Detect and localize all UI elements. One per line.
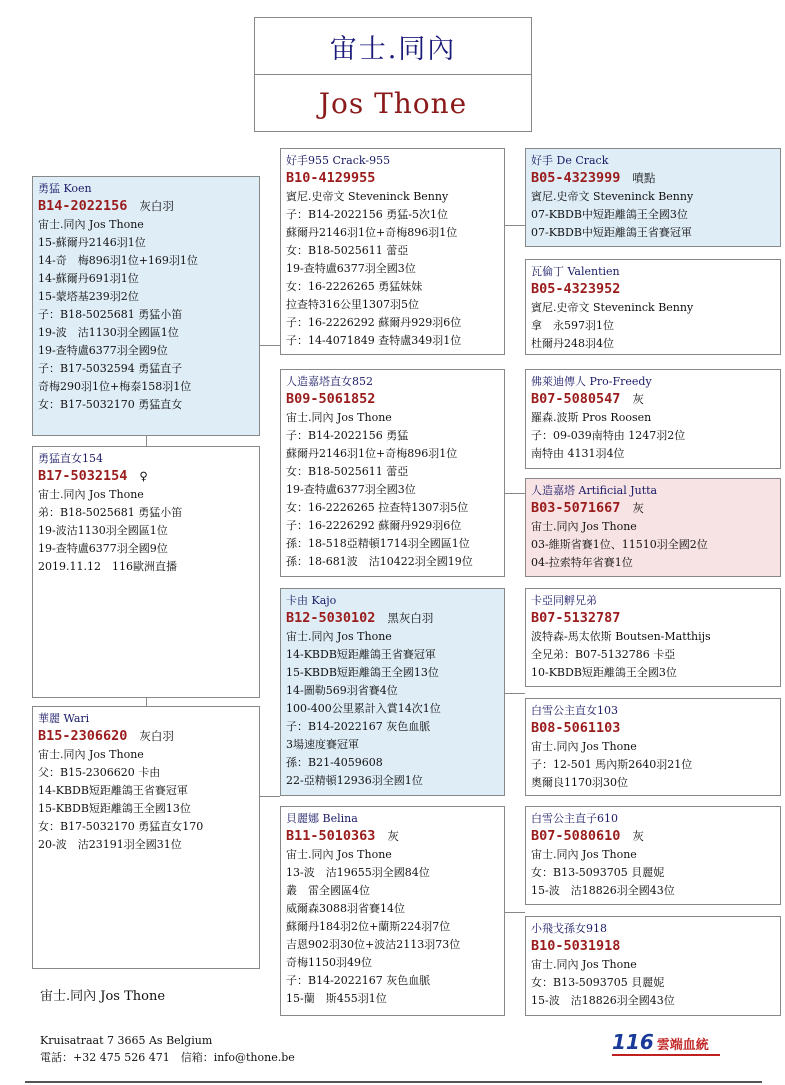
- ggsire-2-box: [525, 369, 781, 469]
- ring-number: B15-2306620: [38, 728, 128, 744]
- note-line: 吉恩902羽30位+波沽2113羽73位: [286, 938, 461, 951]
- ring-number: B09-5061852: [286, 391, 376, 407]
- note-line: 子：B14-2022167 灰色血脈: [286, 974, 431, 987]
- note-line: 13-波 沽19655羽全國84位: [286, 866, 430, 879]
- ggsire-3-box: [525, 588, 781, 687]
- note-line: 威爾森3088羽省賽14位: [286, 902, 405, 915]
- brand-logo: [612, 1030, 709, 1054]
- note-line: 賓尼.史帝文 Steveninck Benny: [286, 190, 449, 203]
- bird-name: 人造嘉塔直女852: [286, 375, 373, 388]
- bird-name: 佛萊迪傳人 Pro-Freedy: [531, 375, 652, 388]
- bird-name: 好手955 Crack-955: [286, 154, 391, 167]
- bird-color: 灰白羽: [139, 199, 174, 213]
- note-line: 女：B18-5025611 蕾亞: [286, 465, 409, 478]
- address-line: Kruisatraat 7 3665 As Belgium: [40, 1034, 213, 1047]
- subject-box: [32, 446, 260, 698]
- bird-name: 卡亞同孵兄弟: [531, 594, 597, 607]
- note-line: 子：09-039南特由 1247羽2位: [531, 429, 686, 442]
- note-line: 孫：18-681波 沽10422羽全國19位: [286, 555, 473, 568]
- note-line: 22-亞精頓12936羽全國1位: [286, 774, 423, 787]
- note-line: 07-KBDB中短距離鴿王全國3位: [531, 208, 688, 221]
- note-line: 拿 永597羽1位: [531, 319, 614, 332]
- note-line: 奇梅1150羽49位: [286, 956, 372, 969]
- note-line: 19-查特盧6377羽全國3位: [286, 483, 416, 496]
- connector-line: [260, 345, 280, 346]
- note-line: 父：B15-2306620 卡由: [38, 766, 161, 779]
- bird-color: 灰: [632, 392, 644, 406]
- note-line: 宙士.同內 Jos Thone: [531, 520, 637, 533]
- pedigree-header: [254, 17, 532, 132]
- note-line: 15-波 沽18826羽全國43位: [531, 884, 675, 897]
- bird-notes: [286, 188, 504, 350]
- ggdam-2-box: [525, 478, 781, 577]
- note-line: 宙士.同內 Jos Thone: [286, 848, 392, 861]
- dam-box: [32, 706, 260, 969]
- note-line: 孫：18-518亞精頓1714羽全國區1位: [286, 537, 470, 550]
- note-line: 子：B14-2022156 勇猛-5次1位: [286, 208, 448, 221]
- ring-number: B12-5030102: [286, 610, 376, 626]
- note-line: 子：16-2226292 蘇爾丹929羽6位: [286, 519, 462, 532]
- note-line: 女：B18-5025611 蕾亞: [286, 244, 409, 257]
- grandsire-maternal-box: [280, 588, 505, 796]
- ggsire-1-box: [525, 148, 781, 247]
- note-line: 女：B13-5093705 貝麗妮: [531, 866, 665, 879]
- ring-number: B10-4129955: [286, 170, 376, 186]
- connector-line: [505, 912, 525, 913]
- note-line: 女：B17-5032170 勇猛直女: [38, 398, 183, 411]
- ring-number: B07-5080610: [531, 828, 621, 844]
- note-line: 10-KBDB短距離鴿王全國3位: [531, 666, 677, 679]
- note-line: 15-KBDB短距離鴿王全國13位: [38, 802, 191, 815]
- note-line: 女：B17-5032170 勇猛直女170: [38, 820, 204, 833]
- note-line: 19-查特盧6377羽全國9位: [38, 344, 168, 357]
- ring-number: B17-5032154: [38, 468, 128, 484]
- logo-text: 雲端血統: [656, 1038, 709, 1053]
- connector-line: [146, 436, 147, 446]
- ring-number: B10-5031918: [531, 938, 621, 954]
- note-line: 15-蘇爾丹2146羽1位: [38, 236, 146, 249]
- note-line: 子：B14-2022156 勇猛: [286, 429, 409, 442]
- note-line: 宙士.同內 Jos Thone: [531, 958, 637, 971]
- bird-name: 瓦倫丁 Valentien: [531, 265, 620, 278]
- connector-line: [146, 698, 147, 706]
- bird-notes: [531, 738, 780, 792]
- bird-notes: [531, 518, 780, 572]
- note-line: 04-拉索特年省賽1位: [531, 556, 633, 569]
- page-bottom-rule: [25, 1081, 762, 1083]
- bird-name: 好手 De Crack: [531, 154, 609, 167]
- bird-notes: [38, 746, 259, 854]
- note-line: 蘇爾丹2146羽1位+奇梅896羽1位: [286, 226, 458, 239]
- ring-number: B05-4323999: [531, 170, 621, 186]
- bird-color: 灰: [632, 501, 644, 515]
- bird-name: 白雪公主直子610: [531, 812, 618, 825]
- note-line: 宙士.同內 Jos Thone: [531, 740, 637, 753]
- bird-name: 卡由 Kajo: [286, 594, 337, 607]
- note-line: 子：B17-5032594 勇猛直子: [38, 362, 183, 375]
- note-line: 全兄弟：B07-5132786 卡亞: [531, 648, 676, 661]
- note-line: 15-KBDB短距離鴿王全國13位: [286, 666, 439, 679]
- connector-line: [505, 225, 525, 226]
- note-line: 奧爾良1170羽30位: [531, 776, 628, 789]
- note-line: 蘇爾丹2146羽1位+奇梅896羽1位: [286, 447, 458, 460]
- note-line: 15-波 沽18826羽全國43位: [531, 994, 675, 1007]
- note-line: 南特由 4131羽4位: [531, 447, 625, 460]
- note-line: 羅森.波斯 Pros Roosen: [531, 411, 652, 424]
- note-line: 賓尼.史帝文 Steveninck Benny: [531, 190, 694, 203]
- bird-sex: ♀: [139, 469, 148, 483]
- bird-name: 小飛戈孫女918: [531, 922, 607, 935]
- note-line: 杜爾丹248羽4位: [531, 337, 614, 350]
- note-line: 宙士.同內 Jos Thone: [286, 630, 392, 643]
- note-line: 孫：B21-4059608: [286, 756, 383, 769]
- granddam-paternal-box: [280, 369, 505, 577]
- note-line: 15-蒙塔基239羽2位: [38, 290, 139, 303]
- note-line: 女：B13-5093705 貝麗妮: [531, 976, 665, 989]
- note-line: 15-蘭 斯455羽1位: [286, 992, 387, 1005]
- granddam-maternal-box: [280, 806, 505, 1016]
- note-line: 波特森-馬太依斯 Boutsen-Matthijs: [531, 630, 711, 643]
- bird-name: 白雪公主直女103: [531, 704, 618, 717]
- note-line: 03-維斯省賽1位、11510羽全國2位: [531, 538, 708, 551]
- ring-number: B08-5061103: [531, 720, 621, 736]
- ring-number: B07-5080547: [531, 391, 621, 407]
- ring-number: B03-5071667: [531, 500, 621, 516]
- ring-number: B05-4323952: [531, 281, 621, 297]
- note-line: 拉查特316公里1307羽5位: [286, 298, 419, 311]
- bird-name: 勇猛 Koen: [38, 182, 92, 195]
- note-line: 100-400公里累計入賞14次1位: [286, 702, 441, 715]
- note-line: 19-波 沽1130羽全國區1位: [38, 326, 179, 339]
- logo-number: 116: [612, 1030, 654, 1054]
- bird-notes: [531, 628, 780, 682]
- owner-name: 宙士.同內 Jos Thone: [40, 989, 166, 1004]
- grandsire-paternal-box: [280, 148, 505, 355]
- contact-line: 電話：+32 475 526 471 信箱：info@thone.be: [40, 1051, 295, 1064]
- note-line: 叢 雷全國區4位: [286, 884, 370, 897]
- note-line: 14-KBDB短距離鴿王省賽冠軍: [286, 648, 436, 661]
- connector-line: [505, 693, 525, 694]
- bird-notes: [286, 628, 504, 790]
- note-line: 14-KBDB短距離鴿王省賽冠軍: [38, 784, 188, 797]
- note-line: 20-波 沽23191羽全國31位: [38, 838, 182, 851]
- note-line: 女：16-2226265 勇猛妹妹: [286, 280, 423, 293]
- note-line: 宙士.同內 Jos Thone: [531, 848, 637, 861]
- logo-underline: [612, 1054, 720, 1056]
- header-title-en: Jos Thone: [318, 86, 468, 120]
- header-title-cn: 宙士.同內: [255, 18, 531, 75]
- note-line: 14-蘇爾丹691羽1位: [38, 272, 139, 285]
- bird-notes: [286, 846, 504, 1008]
- note-line: 19-查特盧6377羽全國9位: [38, 542, 168, 555]
- bird-notes: [531, 846, 780, 900]
- bird-color: 灰: [387, 829, 399, 843]
- ring-number: B11-5010363: [286, 828, 376, 844]
- bird-color: 噴點: [632, 171, 656, 185]
- bird-color: 灰白羽: [139, 729, 174, 743]
- ggdam-1-box: [525, 259, 781, 355]
- note-line: 蘇爾丹184羽2位+蘭斯224羽7位: [286, 920, 451, 933]
- note-line: 2019.11.12 116歐洲直播: [38, 560, 177, 573]
- note-line: 子：12-501 馬內斯2640羽21位: [531, 758, 693, 771]
- contact-block: [40, 1032, 295, 1066]
- bird-name: 貝麗娜 Belina: [286, 812, 358, 825]
- note-line: 14-奇 梅896羽1位+169羽1位: [38, 254, 198, 267]
- note-line: 弟：B18-5025681 勇猛小笛: [38, 506, 183, 519]
- ggdam-3-box: [525, 698, 781, 796]
- note-line: 14-圖勒569羽省賽4位: [286, 684, 398, 697]
- note-line: 07-KBDB中短距離鴿王省賽冠軍: [531, 226, 692, 239]
- note-line: 19-波沽1130羽全國區1位: [38, 524, 168, 537]
- bird-notes: [286, 409, 504, 571]
- note-line: 宙士.同內 Jos Thone: [286, 411, 392, 424]
- bird-name: 人造嘉塔 Artificial Jutta: [531, 484, 658, 497]
- bird-notes: [531, 956, 780, 1010]
- bird-notes: [38, 216, 259, 414]
- ggsire-4-box: [525, 806, 781, 905]
- note-line: 女：16-2226265 拉查特1307羽5位: [286, 501, 469, 514]
- bird-notes: [531, 299, 780, 353]
- connector-line: [260, 796, 280, 797]
- ring-number: B14-2022156: [38, 198, 128, 214]
- connector-line: [505, 493, 525, 494]
- note-line: 子：B18-5025681 勇猛小笛: [38, 308, 183, 321]
- note-line: 19-查特盧6377羽全國3位: [286, 262, 416, 275]
- bird-notes: [531, 188, 780, 242]
- bird-notes: [531, 409, 780, 463]
- ggdam-4-box: [525, 916, 781, 1016]
- note-line: 宙士.同內 Jos Thone: [38, 218, 144, 231]
- note-line: 賓尼.史帝文 Steveninck Benny: [531, 301, 694, 314]
- note-line: 宙士.同內 Jos Thone: [38, 488, 144, 501]
- note-line: 子：16-2226292 蘇爾丹929羽6位: [286, 316, 462, 329]
- bird-color: 黑灰白羽: [387, 611, 434, 625]
- ring-number: B07-5132787: [531, 610, 621, 626]
- note-line: 宙士.同內 Jos Thone: [38, 748, 144, 761]
- note-line: 3場速度賽冠軍: [286, 738, 359, 751]
- bird-color: 灰: [632, 829, 644, 843]
- bird-name: 勇猛直女154: [38, 452, 103, 465]
- note-line: 子：14-4071849 查特盧349羽1位: [286, 334, 462, 347]
- bird-notes: [38, 486, 259, 576]
- note-line: 子：B14-2022167 灰色血脈: [286, 720, 431, 733]
- bird-name: 華麗 Wari: [38, 712, 90, 725]
- note-line: 奇梅290羽1位+梅泰158羽1位: [38, 380, 192, 393]
- sire-box: [32, 176, 260, 436]
